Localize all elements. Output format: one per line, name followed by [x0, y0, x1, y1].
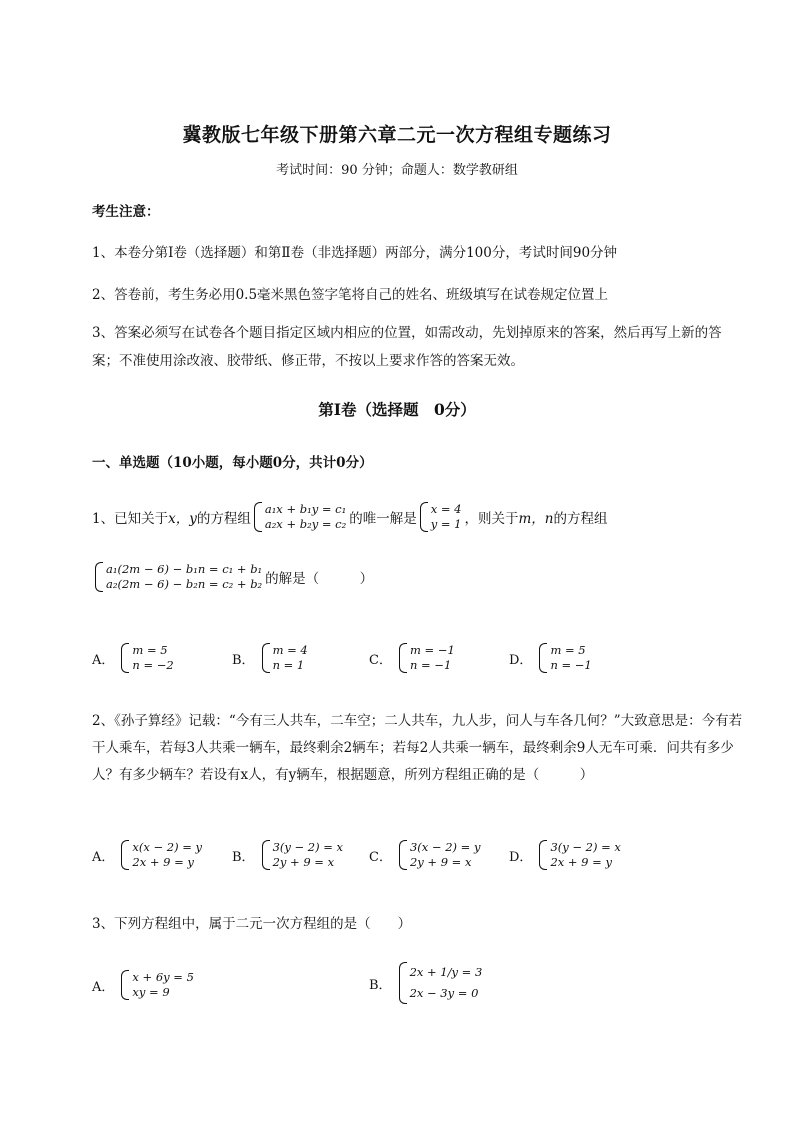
notice-heading: 考生注意：: [92, 204, 160, 220]
equation: xy = 9: [132, 985, 170, 999]
part-title: 第Ⅰ卷（选择题 0分）: [318, 400, 476, 419]
q2-option-a[interactable]: [92, 840, 205, 870]
q1-text: 的方程组: [553, 511, 608, 527]
q2-option-b[interactable]: [232, 840, 346, 870]
question-1-line: [92, 502, 607, 532]
brace-icon: [121, 970, 129, 1000]
notice-item: 2、答卷前，考生务必用0.5毫米黑色签字笔将自己的姓名、班级填写在试卷规定位置上: [92, 287, 609, 303]
q1-text: 1、已知关于: [92, 511, 169, 527]
equation: m = 5: [550, 643, 586, 657]
equation: 2x − 3y = 0: [409, 986, 479, 1000]
q1-vars: m，n: [518, 511, 554, 527]
notice-item: 1、本卷分第Ⅰ卷（选择题）和第Ⅱ卷（非选择题）两部分，满分100分，考试时间90分钟: [92, 245, 618, 261]
equation: 2x + 1/y = 3: [409, 965, 483, 979]
q1-option-c[interactable]: [369, 643, 458, 673]
q1-text: 的唯一解是: [349, 511, 417, 527]
equation: n = 1: [272, 658, 305, 672]
q1-text: 的解是（ ）: [265, 571, 374, 587]
equation: n = −2: [132, 658, 174, 672]
option-label: B．: [369, 977, 392, 993]
equation: 3(x − 2) = y: [409, 840, 481, 854]
brace-icon: [262, 643, 270, 673]
equation: 2x + 9 = y: [132, 855, 194, 869]
q1-option-a[interactable]: [92, 643, 177, 673]
q2-option-d[interactable]: [509, 840, 624, 870]
option-label: C．: [369, 652, 392, 668]
option-label: A．: [92, 652, 115, 668]
equation: x + 6y = 5: [132, 970, 194, 984]
equation: x(x − 2) = y: [132, 840, 203, 854]
brace-icon: [399, 643, 407, 673]
q2-option-c[interactable]: [369, 840, 483, 870]
brace-icon: [121, 840, 129, 870]
brace-icon: [121, 643, 129, 673]
equation: a₁x + b₁y = c₁: [264, 502, 347, 516]
brace-icon: [539, 643, 547, 673]
option-label: A．: [92, 849, 115, 865]
equation: 2x + 9 = y: [550, 855, 612, 869]
equation: m = 4: [272, 643, 308, 657]
equation: m = −1: [409, 643, 455, 657]
option-label: C．: [369, 849, 392, 865]
question-1-line-2: [92, 562, 373, 592]
equation: a₂(2m − 6) − b₂n = c₂ + b₂: [106, 577, 263, 591]
equation: 3(y − 2) = x: [550, 840, 621, 854]
page-title: 冀教版七年级下册第六章二元一次方程组专题练习: [182, 124, 612, 146]
equation: 3(y − 2) = x: [272, 840, 344, 854]
q3-option-b[interactable]: [369, 962, 485, 1004]
brace-icon: [262, 840, 270, 870]
brace-icon: [95, 562, 103, 592]
option-label: D．: [509, 849, 533, 865]
option-label: B．: [232, 849, 255, 865]
q1-solution: [420, 502, 462, 532]
option-label: B．: [232, 652, 255, 668]
equation: a₁(2m − 6) − b₁n = c₁ + b₁: [106, 562, 263, 576]
q1-option-b[interactable]: [232, 643, 311, 673]
q1-option-d[interactable]: [509, 643, 595, 673]
section-heading: 一、单选题（10小题，每小题0分，共计0分）: [92, 455, 373, 471]
q1-system-2: [95, 562, 262, 592]
notice-item: 3、答案必须写在试卷各个题目指定区域内相应的位置，如需改动，先划掉原来的答案，然后再写上新的答案；不准使用涂改液、胶带纸、修正带，不按以上要求作答的答案无效。: [92, 325, 722, 369]
q1-text: 的方程组: [196, 511, 251, 527]
question-2-text: 2、《孙子算经》记载：“今有三人共车，二车空；二人共车，九人步，问人与车各几何？”大致意思是：今有若干人乘车，若每3人共乘一辆车，最终剩余2辆车；若每2人共乘一辆车，最终剩余9人无车可乘．问共有多少人？有多少辆车？若设有x人，有y辆车，根据题意，所列方程组正确的是（ ）: [92, 713, 743, 783]
equation: n = −1: [409, 658, 452, 672]
equation: n = −1: [550, 658, 592, 672]
equation: 2y + 9 = x: [409, 855, 472, 869]
brace-icon: [539, 840, 547, 870]
question-3-text: 3、下列方程组中，属于二元一次方程组的是（ ）: [92, 916, 412, 932]
q1-text: ，则关于: [464, 511, 519, 527]
equation: a₂x + b₂y = c₂: [264, 517, 347, 531]
option-label: A．: [92, 979, 115, 995]
brace-icon: [420, 502, 428, 532]
q1-system: [254, 502, 346, 532]
equation: m = 5: [132, 643, 168, 657]
page-subtitle: 考试时间：90 分钟；命题人：数学教研组: [276, 163, 518, 178]
brace-icon: [254, 502, 262, 532]
equation: x = 4: [430, 502, 462, 516]
option-label: D．: [509, 652, 533, 668]
brace-icon: [399, 962, 407, 1004]
equation: y = 1: [430, 517, 462, 531]
q1-vars: x，y: [168, 511, 197, 527]
brace-icon: [399, 840, 407, 870]
equation: 2y + 9 = x: [272, 855, 335, 869]
q3-option-a[interactable]: [92, 970, 197, 1000]
